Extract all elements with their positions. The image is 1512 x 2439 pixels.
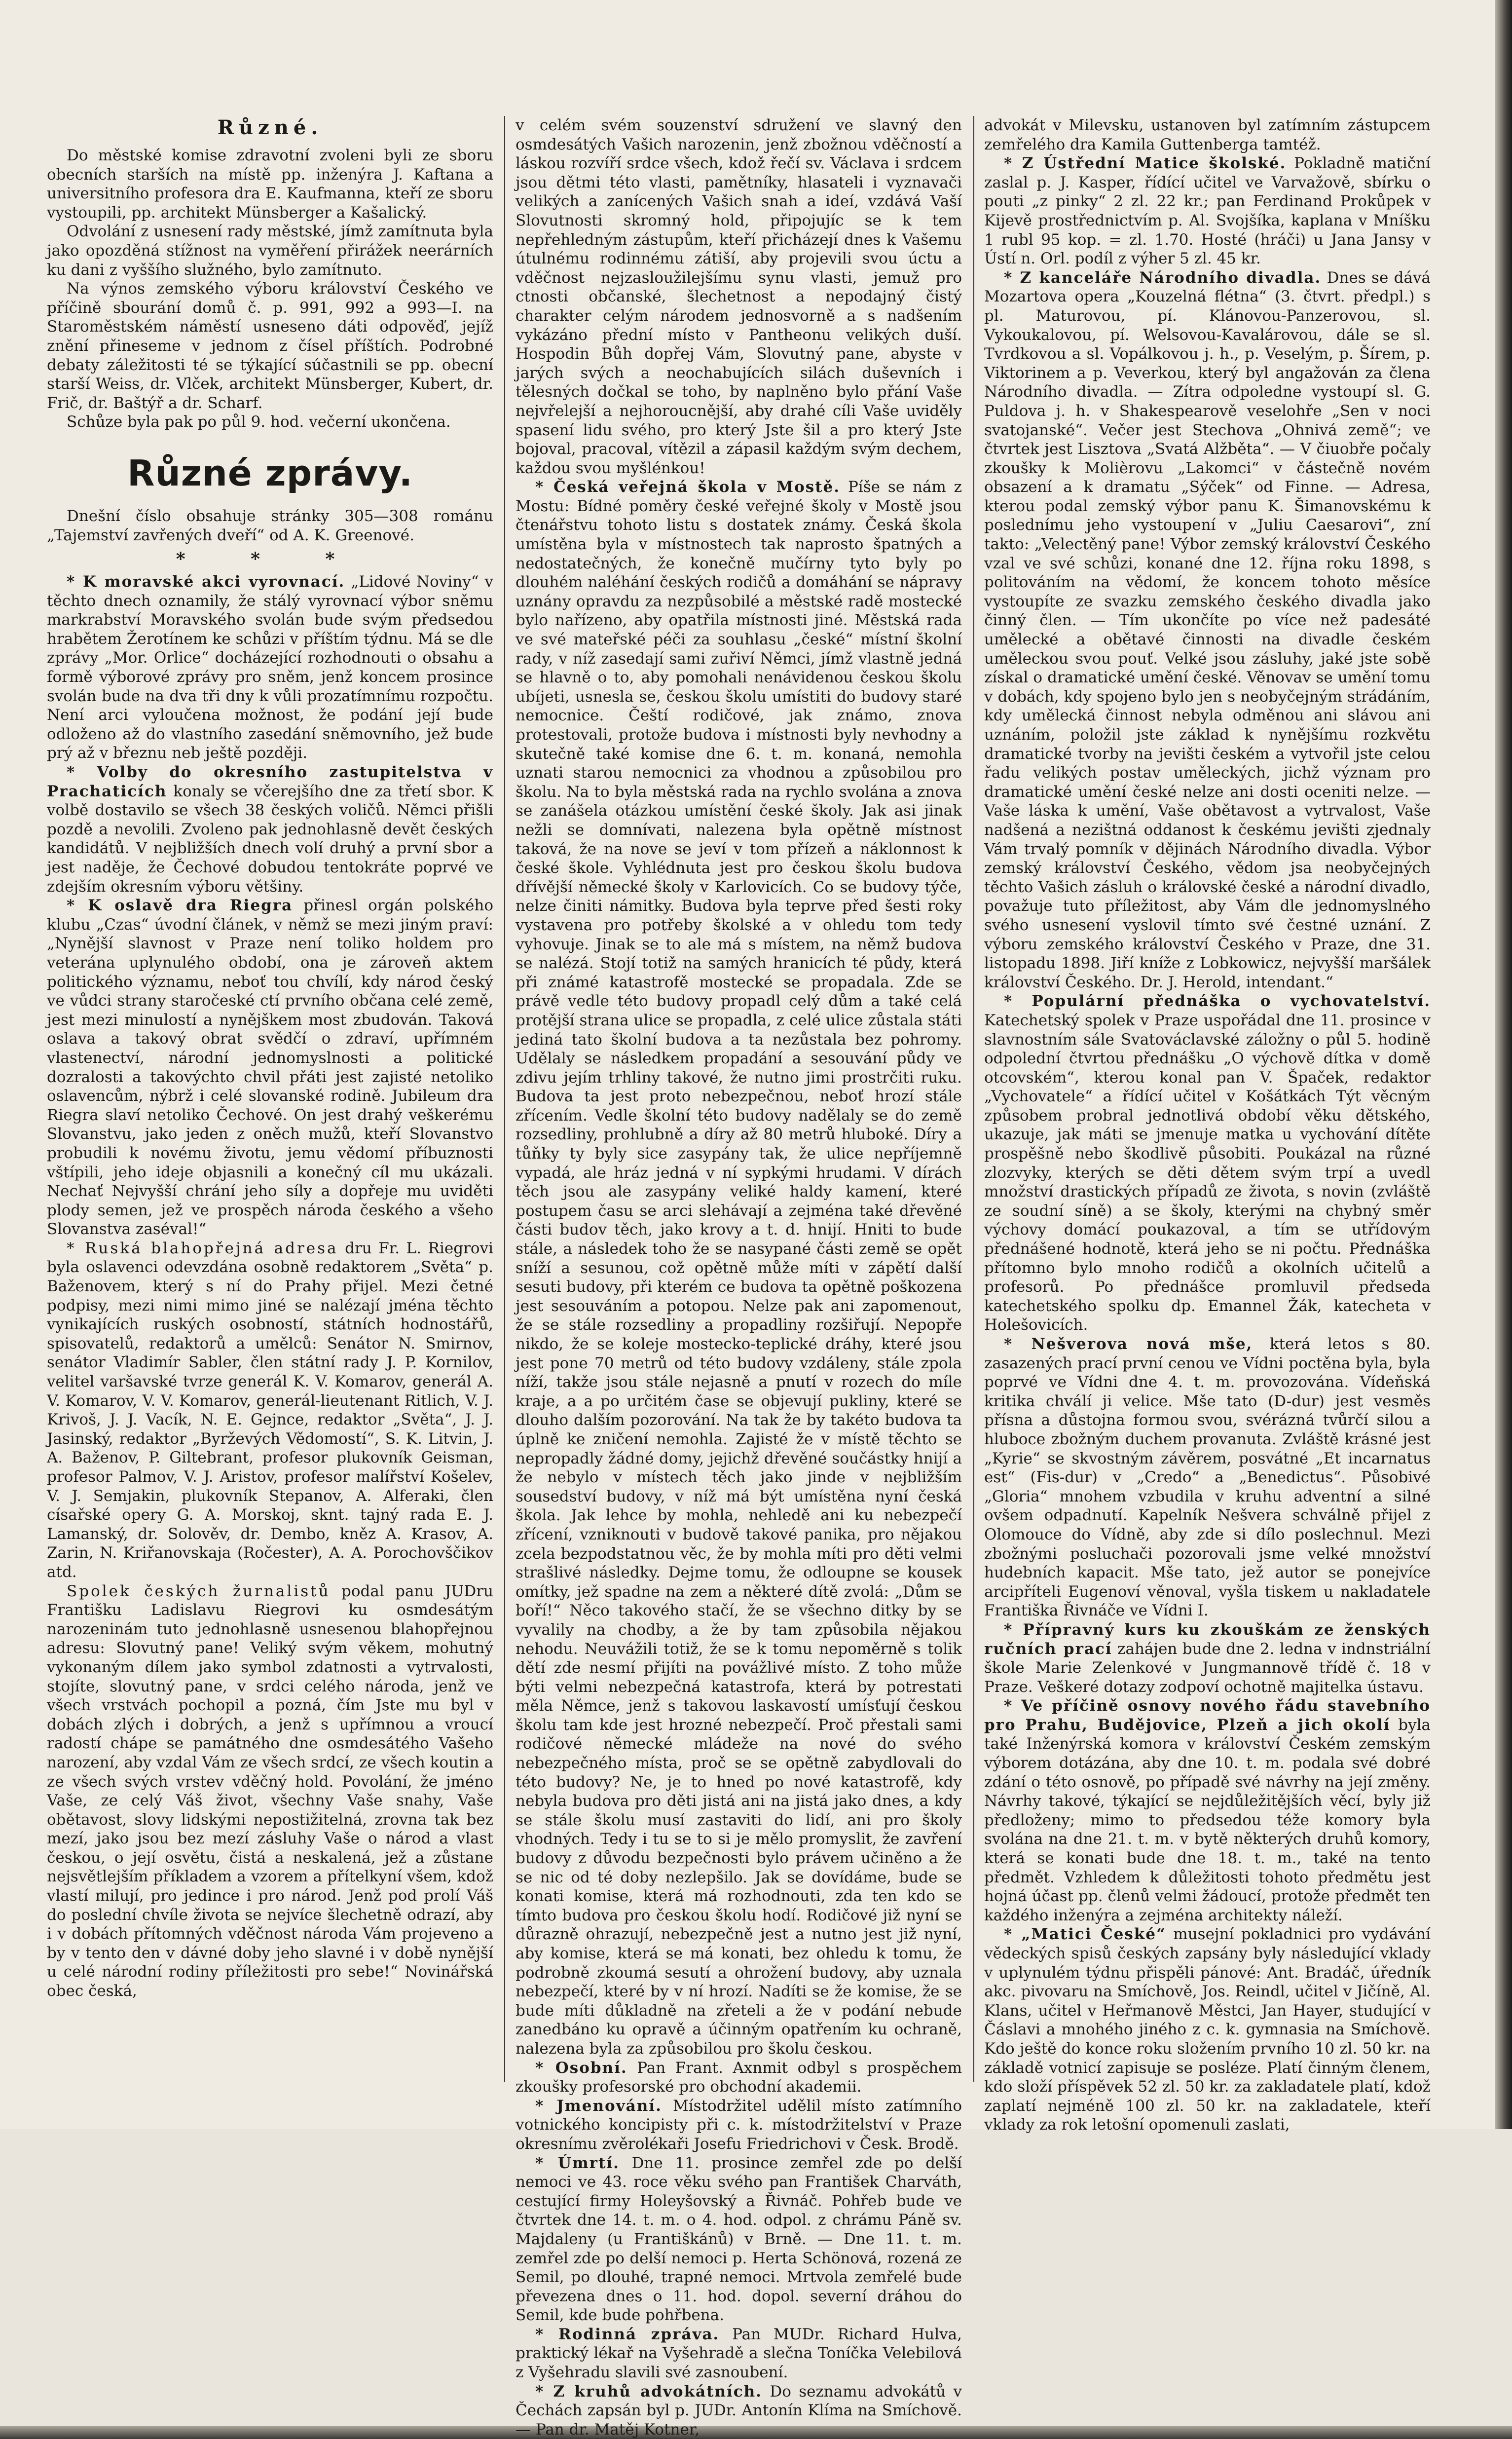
news-item-body: Pokladně matiční zaslal p. J. Kasper, řídící učitel ve Varvažově, sbírku o pouti „z pinky“ 2 zl. 22 kr.; pan Ferdinand Prokůpek v Kijevě prostřednictvím p. Al. Svojšíka, kaplana v Mníšku 1 rubl 95 kop. = zl. 1.70. Hosté (hráči) u Jana Jansy v Ústí n. Orl. podíl z výher 5 zl. 45 kr. (984, 154, 1431, 268)
news-item-heading: * Jmenování. (535, 2097, 662, 2115)
news-item-body: zahájen bude dne 2. ledna v indnstriální škole Marie Zelenkové v Jungmannově třídě č. 18 v Praze. Veškeré dotazy zodpoví ochotně majitelka ústavu. (984, 1640, 1431, 1696)
news-item-heading: * Osobní. (535, 2059, 627, 2077)
news-item-heading: * K moravské akci vyrovnací. (67, 573, 345, 591)
news-item-body: Pan Frant. Axnmit odbyl s prospěchem zkoušky profesorské pro obchodní akademii. (516, 2059, 962, 2096)
news-item (984, 992, 1431, 1335)
article-columns (47, 116, 1475, 2439)
news-item (516, 2059, 962, 2097)
paragraph: Odvolání z usnesení rady městské, jímž zamítnuta byla jako opozděná stížnost na vyměření přirážek neerárních ku dani z vyššího služného, bylo zamítnuto. (47, 223, 493, 279)
column-3 (984, 116, 1431, 2439)
news-item-body: podal panu JUDru Františku Ladislavu Riegrovi ku osmdesátým narozeninám tuto jednohlasně usnesenou blahopřejnou adresu: Slovutný pane! Veliký svým věkem, mohutný vykonaným dílem jako symbol zdatnosti a vytrvalosti, stojíte, slovutný pane, v srdci celého národa, jenž ve všech vrstvách pochopil a pozná, čím Jste mu byl v dobách zlých i dobrých, a jenž s upřímnou a vroucí radostí chápe se památného dne osmdesátého Vašeho narození, aby vzdal Vám ze všech srdcí, ze všech koutin a ze všech svých vrstev vděčný hold. Povolání, že jméno Vaše, ze celý Váš život, všechny Vaše snahy, Vaše obětavost, slovy lidskými nepostižitelná, zrovna tak bez mezí, jako jsou bez mezí zásluhy Vaše o národ a vlast českou, o její osvětu, čistá a neskalená, jež a zůstane nejsvětlejším příkladem a vzorem a přítelkyní všem, kdož vlastí milují, pro jedince i pro národ. Jenž pod prolí Váš do poslední chvíle života se nejvíce šlechetně odrazí, aby i v dobách přítomných vděčnost národa Vám projeveno a by v tento den v dávné doby jeho slavné i v době nynější u celé národní rodiny příležitosti pro sebe!“ Novinářská obec česká, (47, 1582, 494, 2000)
news-item (984, 154, 1431, 268)
news-item (47, 1582, 493, 2001)
news-item-body: musejní pokladnici pro vydávání vědeckých spisů českých zapsány byly následující vklady v uplynulém týdnu přispěli pánové: Ant. Bradáč, úředník akc. pivovaru na Smíchově, Jos. Reindl, učitel v Jičíně, Al. Klans, učitel v Heřmanově Městci, Jan Hayer, studující v Čáslavi a mnohého jiného z c. k. gymnasia na Smíchově. Kdo ještě do konce roku složením prvního 10 zl. 50 kr. na základě votnicí zapisuje se posléze. Platí činným členem, kdo složí příspěvek 52 zl. 50 kr. za zakladatele platí, kdož zaplatí nejméně 100 zl. 50 kr. na zakladatele, kteří vklady za rok letošní opomenuli zaslati, (984, 1925, 1431, 2134)
news-item-heading: * Z kruhů advokátních. (535, 2382, 762, 2401)
paragraph: v celém svém souzenství sdružení ve slavný den osmdesátých Vašich narozenin, jenž zbožnou vděčností a láskou rozvíří srdce všech, kdož řečí sv. Václava i srdcem jsou dětmi této vlasti, pamětníky, hlasateli i vyznavači velikých a zanícených Vašich snah a ideí, vzdává Vaší Slovutnosti skromný hold, připojujíc se k tem nepřehledným zástupům, kteří přicházejí dnes k Vašemu útulnému rodinnému zátiší, aby projevili svou úctu a vděčnost nejzasloužilejšímu synu vlasti, jemuž pro ctnosti občanské, šlechetnost a nepodajný čistý charakter celým národem jednosvorně a s nadšením vykázáno přední místo v Pantheonu velikých duší. Hospodin Bůh dopřej Vám, Slovutný pane, abyste v jarých svých a neochabujících silách duševních i tělesných dočkal se toho, by naplněno bylo přání Vaše nejvřelejší a nejhoroucnější, aby drahé cíli Vaše uviděly spasení lidu svého, pro který Jste šil a pro který Jste bojoval, pracoval, vítězil a zápasil každým svým dechem, každou svou myšlénkou! (516, 116, 962, 477)
paragraph: Dnešní číslo obsahuje stránky 305—308 románu „Tajemství zavřených dveří“ od A. K. Greenové. (47, 507, 493, 544)
news-item-body: byla také Inženýrská komora v království Českém zemským výborem dotázána, aby dne 10. t. m. podala své dobré zdání o této osnově, po případě své návrhy na její změny. Návrhy takové, týkající se nejdůležitějších věcí, byly již předloženy; mimo to předsedou téže komory byla svolána na dne 21. t. m. v bytě některých druhů komory, která se konati bude dne 18. t. m., také na tento předmět. Vzhledem k důležitosti tohoto předmětu jest hojná účast pp. členů velmi žádoucí, protože předmět ten každého inženýra a zejména architekty náleží. (984, 1716, 1431, 1924)
news-heading: Různé zprávy. (127, 452, 413, 494)
news-item-body: konaly se včerejšího dne za třetí sbor. K volbě dostavilo se všech 38 českých voličů. Němci přišli pozdě a nevolili. Zvoleno pak jednohlasně devět českých kandidátů. V nejbližších dnech volí druhý a první sbor a jest naděje, že Čechové dobudou tentokráte poprvé ve zdejším okresním výboru většiny. (47, 782, 494, 896)
news-item-body: která letos s 80. zasazených prací první cenou ve Vídni poctěna byla, byla poprvé ve Vídni dne 4. t. m. provozována. Vídeňská kritika chválí ji velice. Mše tato (D-dur) jest vesměs přísna a důstojna formou svou, svérázná tvůrčí silou a hluboce zbožným duchem provanuta. Zvláště krásné jest „Kyrie“ se skvostným závěrem, posvátné „Et incarnatus est“ (Fis-dur) v „Credo“ a „Benedictus“. Působivé „Gloria“ mnohem vzbudila v kruhu adventní a silné ovšem odpadnutí. Kapelník Nešvera schválně přijel z Olomouce do Vídně, aby zde si dílo poslechnul. Mezi zbožnými posluchači pozorovali jsme velké množství hudebních kapacit. Mše tato, jež autor se ponejvíce arcipříteli Eugenoví věnoval, vyšla tiskem u nakladatele Františka Řivnáče ve Vídni I. (984, 1335, 1431, 1620)
news-item (516, 478, 962, 2058)
news-item (47, 572, 493, 763)
news-item (984, 1696, 1431, 1925)
news-item-body: přinesl orgán polského klubu „Czas“ úvodní článek, v němž se mezi jiným praví: „Nynější slavnost v Praze není toliko holdem pro veterána uplynulého období, ona je zároveň aktem politického významu, neboť tou chvílí, kdy národ český ve vůdci strany staročeské ctí prvního občana celé země, jest mezi minulostí a nynějškem most zbudován. Taková oslava a takový obrat svědčí o zdraví, upřímném vlastenectví, národní jednomyslnosti a politické dozralosti a takovýchto chvil přáti jest zajisté netoliko oslavencům, nýbrž i celé slovanské rodině. Jubileum dra Riegra slaví netoliko Čechové. On jest drahý veškerému Slovanstvu, jako jeden z oněch mužů, kteří Slovanstvo probudili k novému životu, jemu vědomí příbuznosti vštípili, jeho ideje objasnili a konečný cíl mu ukázali. Nechať Nejvyšší chrání jeho síly a dopřeje mu uviděti plody semen, jež ve prospěch národa českého a všeho Slovanstva zaséval!“ (47, 897, 493, 1238)
news-item-body: Dnes se dává Mozartova opera „Kouzelná flétna“ (3. čtvrt. předpl.) s pl. Maturovou, pí. Klánovou-Panzerovou, sl. Vykoukalovou, pí. Welsovou-Kavalárovou, dále se sl. Tvrdkovou a sl. Vopálkovou j. h., p. Veselým, p. Šírem, p. Viktorinem a p. Veverkou, který byl angažován za člena Národního divadla. — Zítra odpoledne vystoupí sl. G. Puldova j. h. v Shakespearově veselohře „Sen v noci svatojanské“. Večer jest Stechova „Ohnivá země“; ve čtvrtek jest Lisztova „Svatá Alžběta“. — V čiuobře počaly zkoušky k Molièrovu „Lakomci“ v částečně novém obsazení a k dramatu „Sýček“ od Finne. — Adresa, kterou podal zemský výbor panu K. Šimanovskému k poslednímu jeho vystoupení v „Juliu Caesarovi“, zní takto: „Velectěný pane! Výbor zemský království Českého vzal ve své schůzi, konané dne 12. října roku 1898, s politováním na vědomí, že koncem tohoto měsíce vystoupíte ze svazku zemského českého divadla jako činný člen. — Tím ukončíte po více než padesáté umělecké a obětavé činnosti na divadle českém uměleckou svou pouť. Velké jsou zásluhy, jaké jste sobě získal o dramatické umění české. Věnovav se umění tomu v dobách, kdy spojeno bylo jen s neobyčejným strádáním, kdy umělecká činnost nebyla odměnou ani slávou ani uznáním, položil jste základ k nynějšímu rozkvětu dramatické tvorby na jevišti českém a vytvořil jste celou řadu velikých postav uměleckých, jichž význam pro dramatické umění české nelze ani dosti oceniti nelze. — Vaše láska k umění, Vaše obětavost a vytrvalost, Vaše nadšená a nezištná oddanost k českému jevišti zjednaly Vám trvalý pomník v dějinách Národního divadla. Výbor zemský království Českého, vědom jsa neobyčejných těchto Vašich zásluh o královské české a národní divadlo, považuje tuto příležitost, aby Vám dle jednomyslného svého usnesení vyslovil tímto své čestné uznání. Z výboru zemského království Českého v Praze, dne 31. listopadu 1898. Jiří kníže z Lobkowicz, nejvyšší maršálek království Českého. Dr. J. Herold, intendant.“ (984, 268, 1431, 991)
news-item-heading: * Česká veřejná škola v Mostě. (535, 478, 841, 496)
news-item-heading: * Ruská blahopřejná adresa (67, 1239, 338, 1257)
news-item-heading: * Nešverova nová mše, (1004, 1335, 1253, 1353)
paragraph: Schůze byla pak po půl 9. hod. večerní ukončena. (67, 413, 451, 431)
news-item-heading: * Přípravný kurs ku zkouškám ze ženských ručních prací (984, 1620, 1431, 1658)
news-item-body: Místodržitel udělil místo zatímního votnického koncipisty při c. k. místodržitelství v Praze okresnímu zvěrolékaři Josefu Friedrichovi v Česk. Brodě. (516, 2097, 962, 2153)
news-item (516, 2325, 962, 2382)
news-item-heading: * Úmrtí. (535, 2154, 620, 2172)
news-item-heading: * Rodinná zpráva. (535, 2325, 720, 2343)
news-item (516, 2382, 962, 2439)
column-1 (47, 116, 493, 2439)
news-item-heading: Spolek českých žurnalistů (67, 1582, 331, 1600)
news-item (47, 896, 493, 1239)
news-item-body: Katechetský spolek v Praze uspořádal dne 11. prosince v slavnostním sále Svatováclavské záložny o půl 5. hodině odpolední čtvrtou přednášku „O výchově dítka v domě otcovském“, kterou konal pan V. Špaček, redaktor „Vychovatele“ a řídící učitel v Košátkách Týt věcným způsobem probral jednotlivá období věku dětského, ukazuje, jak máti se jmenuje matka u vychování dítěte prospěšně nebo škodlivě působiti. Poukázal na různé zlozvyky, kterých se děti dětem svým trpí a uvedl množství drastických případů ze života, s novin (zvláště ze soudní síně) a se školy, kterými na chybný směr výchovy domácí poukazoval, a tím se utřídovým přednášené hodnotě, která jeho se ni počtu. Přednáška přítomno bylo mnoho rodičů a okolních učitelů a profesorů. Po přednášce promluvil předseda katechetského spolku dp. Emannel Žák, katecheta v Holešovicích. (984, 1011, 1431, 1334)
separator-stars: * * * (176, 549, 365, 570)
news-item-heading: * Populární přednáška o vychovatelství. (1004, 992, 1431, 1011)
news-item-heading: * Z Ústřední Matice školské. (1004, 154, 1287, 173)
news-item-body: Pan MUDr. Richard Hulva, praktický lékař na Vyšehradě a slečna Toníčka Velebilová z Vyšehradu slavili své zasnoubení. (516, 2325, 962, 2382)
news-item-heading: * Ve příčině osnovy nového řádu stavebního pro Prahu, Budějovice, Plzeň a jich okolí (984, 1697, 1431, 1734)
news-item (47, 763, 493, 896)
news-item-heading: * „Matici České“ (1004, 1925, 1166, 1944)
paragraph: advokát v Milevsku, ustanoven byl zatímním zástupcem zemřelého dra Kamila Guttenberga tamtéž. (984, 116, 1431, 153)
news-item-heading: * K oslavě dra Riegra (67, 897, 293, 915)
page-edge-right (1495, 0, 1512, 2129)
news-item-body: Dne 11. prosince zemřel zde po delší nemoci ve 43. roce věku svého pan František Charváth, cestující firmy Holeyšovský a Řivnáč. Pohřeb bude ve čtvrtek dne 14. t. m. o 4. hod. odpol. z chrámu Páně sv. Majdaleny (u Františkánů) v Brně. — Dne 11. t. m. zemřel zde po delší nemoci p. Herta Schönová, rozená ze Semil, po dlouhé, trapné nemoci. Mrtvola zemřelé bude převezena dnes o 11. hod. dopol. severní dráhou do Semil, kde bude pohřbena. (516, 2154, 962, 2325)
news-item (984, 1620, 1431, 1696)
news-item-body: Píše se nám z Mostu: Bídné poměry české veřejné školy v Mostě jsou čtenářstvu tohoto listu s dostatek známy. Česká škola umístěna byla v místnostech tak naprosto špatných a nedostatečných, že konečně mučírny tyto byly po dlouhém naléhání českých rodičů a domáhání se nápravy uznány opravdu za nezpůsobilé a městské radě mostecké bylo nařízeno, aby opatřila místnosti jiné. Městská rada ve své mateřské péči za souhlasu „české“ místní školní rady, v níž zasedají sami zuřiví Němci, jímž vlastně jedná se hlavně o to, aby pomohali nenávidenou českou školu ubíjeti, usnesla se, českou školu umístiti do budovy staré nemocnice. Čeští rodičové, jak známo, znova protestovali, protože budova i místnosti byly nevhodny a skutečně také komise dne 6. t. m. konaná, nemohla uznati starou nemocnici za vhodnou a způsobilou pro školu. Na to byla městská rada na rychlo svolána a znova se zanášela otázkou umístění české školy. Jak asi jinak nežli se domnívati, nalezena byla opětně místnost taková, že na nove se jeví v tom přízeň a náklonnost k české škole. Vyhlédnuta jest pro českou školu budova dřívější německé školy v Karlovicích. Co se budovy týče, nelze činiti námitky. Budova byla teprve před šesti roky vystavena pro potřeby školské a v ohledu tom tedy vyhovuje. Jinak se to ale má s místem, na němž budova se nalézá. Stojí totiž na samých hranicích té půdy, která při známé katastrofě mostecké se propadala. Zde se právě vedle této budovy propadl celý dům a také celá protější strana ulice se propadla, z celé ulice zůstala státi jediná tato školní budova a ta nezůstala bez pohromy. Udělaly se následkem propadání a sesouvání půdy ve zdivu jejím trhliny takové, že nutno jimi prostrčiti ruku. Budova ta jest proto nebezpečnou, neboť hrozí stále zřícením. Vedle školní této budovy nadělaly se do země rozsedliny, prohlubně a díry až 80 metrů hluboké. Díry a tůňky ty byly sice zasypány tak, že ulice nepříjemně vypadá, ale hráz jedná v ní sypkými hrudami. V dírách těch jsou ale zasypány veliké haldy kamení, které postupem času se arci slehávají a zejména také dřevěné části budov těch, jako krovy a t. d. hnijí. Hniti to bude stále, a následek toho že se nasypané části země se opět sníží a sesunou, což opětně může míti v zápětí další sesuti budovy, při kterém ce budova ta opětně poškozena jest sesouváním a potopou. Nelze pak ani zapomenout, že se stále rozsedliny a propadliny rozšiřují. Nepopře nikdo, že se koleje mostecko-teplické dráhy, které jsou jest pone 70 metrů od této budovy vzdáleny, stále zpola níží, takže jsou stále nejasně a pnutí v rozech do míle kraje, a a po určitém čase se objevují pukliny, které se dlouho dalším pozorování. Na tak že by takéto budova ta úplně ke zničení nemohla. Zajisté že v místě těchto se nepropadly žádné domy, jejichž dřevěné součástky hnijí a že nebylo v místech těch jako jinde v nejbližším sousedství budovy, v níž má být umístěna nyní česká škola. Jak lehce by mohla, nehledě ani ku nebezpečí zřícení, vzniknouti v budově takové panika, pro nějakou zcela bezpodstatnou věc, že by mohla míti pro děti velmi strašlivé následky. Dejme tomu, že odloupne se kousek omítky, jež spadne na zem a některé dítě zvolá: „Dům se boří!“ Něco takového stačí, že se všechno ditky by se vyvalily na chodby, a že by tam způsobila nějakou nehodu. Neuvážili totiž, že se k tomu nepoměrně s tolik dětí zde nesmí přijíti na povážlivé místo. Z toho může býti velmi nebezpečná katastrofa, která by potrestati měla Němce, jenž s takovou laskavostí umísťují českou školu tam kde jest hrozné nebezpečí. Proč přestali sami rodičové německé mládeže na nové do svého nebezpečného místa, proč se se opětně zabydlovali do této budovy? Ne, je to hned po nové katastrofě, kdy nebyla budova pro děti jistá ani na jistá jako dnes, a kdy se stále školu musí zastaviti do lidí, ani pro školy vhodných. Tedy i tu se to si je mělo promyslit, že zavření budovy z důvodu bezpečnosti bylo právem učiněno a že se nic od té doby nezlepšilo. Jak se dovídáme, bude se konati komise, která má rozhodnouti, zda ten kdo se tímto budova pro českou školu hodí. Rodičové již nyní se důrazně ohrazují, nebezpečně jest a nutno jest již nyní, aby komise, která se má konati, bez ohledu k tomu, že podrobně zkoumá sesutí a ohrožení budovy, aby uznala nebezpečí, které by v ní hrozí. Nadíti se že komise, že se bude míti důkladně na zřeteli a že v podání nebude zanedbáno ku opravě a účinným opatřením ku ochraně, nalezena byla za způsobilou pro školu českou. (516, 478, 962, 2058)
column-2 (516, 116, 962, 2439)
news-item-heading: * Z kanceláře Národního divadla. (1004, 268, 1322, 287)
news-item (984, 268, 1431, 992)
news-item (984, 1335, 1431, 1620)
news-item-body: Do seznamu advokátů v Čechách zapsán byl p. JUDr. Antonín Klíma na Smíchově. — Pan dr. Matěj Kotner, (516, 2382, 962, 2439)
news-item (516, 2097, 962, 2154)
news-item (47, 1239, 493, 1582)
news-item (984, 1925, 1431, 2135)
section-title: Různé. (217, 116, 323, 139)
news-item-heading: * Volby do okresního zastupitelstva v Prachaticích (47, 763, 493, 800)
news-item-body: dru Fr. L. Riegrovi byla oslavenci odevzdána osobně redaktorem „Světa“ p. Baženovem, který s ní do Prahy přijel. Mezi četné podpisy, mezi nimi mimo jiné se nalézají jména těchto vynikajících ruských osobností, státních hodnostářů, spisovatelů, redaktorů a umělců: Senátor N. Smirnov, senátor Vladimír Sabler, člen státní rady J. P. Kornilov, velitel varšavské tvrze generál K. V. Komarov, generál A. V. Komarov, V. V. Komarov, generál-lieutenant Ritlich, V. J. Krivoš, J. J. Vacík, N. E. Gejnce, redaktor „Světa“, J. J. Jasinský, redaktor „Byrževých Vědomostí“, S. K. Litvin, J. A. Baženov, P. Giltebrant, profesor plukovník Geisman, profesor Palmov, V. J. Aristov, profesor malířství Košelev, V. J. Semjakin, plukovník Stepanov, A. Alferaki, člen císařské opery G. A. Morskoj, sknt. tajný rada E. J. Lamanský, dr. Solověv, dr. Dembo, kněz A. Krasov, A. Zarin, N. Kriřanovskaja (Ročester), A. A. Porochovščikov atd. (47, 1239, 493, 1581)
news-item (516, 2154, 962, 2325)
news-item-body: „Lidové Noviny“ v těchto dnech oznamily, že stálý vyrovnací výbor sněmu markrabství Moravského svolán bude svým předsedou hrabětem Žerotínem ke schůzi v příštím týdnu. Má se dle zprávy „Mor. Orlice“ docházející rozhodnouti o obsahu a formě výborové zprávy pro sněm, jenž koncem prosince svolán bude na dva tři dny k vůli prozatímnímu rozpočtu. Není arci vyloučena možnost, že podání její bude odloženo až do vlastního zasedání sněmovního, jež bude prý až v březnu neb ještě později. (47, 573, 493, 762)
paragraph: Na výnos zemského výboru království Českého ve příčině sbourání domů č. p. 991, 992 a 993—I. na Staroměstském náměstí usneseno dáti odpověď, jejíž znění přineseme v jednom z čísel příštích. Podrobné debaty záležitosti té se týkající súčastnili se pp. obecní starší Weiss, dr. Vlček, architekt Münsberger, Kubert, dr. Frič, dr. Baštýř a dr. Scharf. (47, 280, 493, 412)
paragraph: Do městské komise zdravotní zvoleni byli ze sboru obecních starších na místě pp. inženýra J. Kaftana a universitního profesora dra E. Kaufmanna, kteří ze sboru vystoupili, pp. architekt Münsberger a Kašalický. (47, 147, 493, 222)
